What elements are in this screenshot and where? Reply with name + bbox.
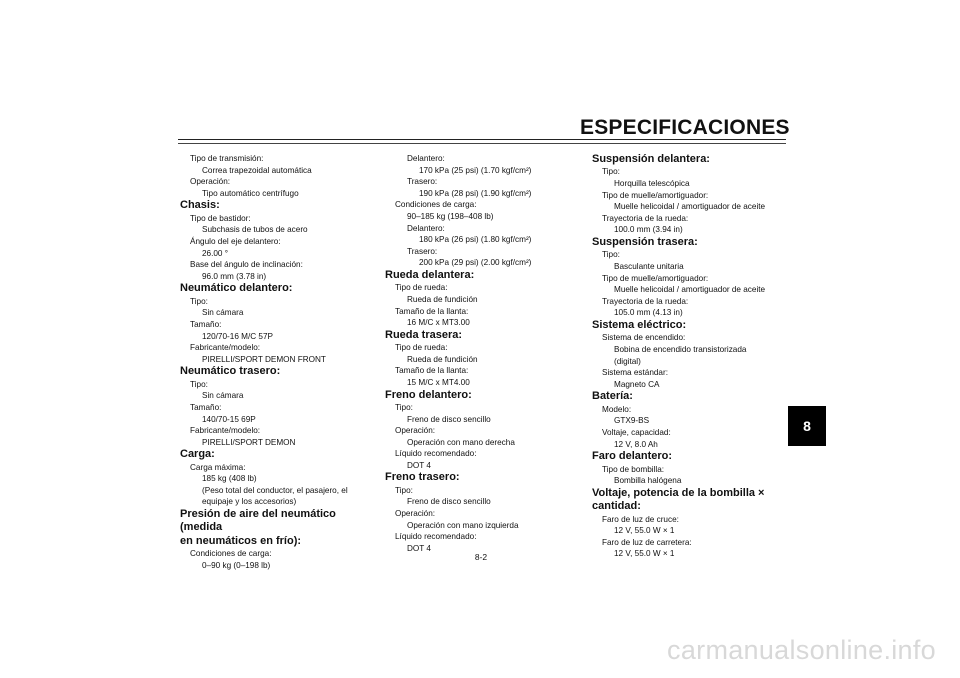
spec-value: 200 kPa (29 psi) (2.00 kgf/cm²) [419, 258, 532, 268]
spec-value: Delantero: [407, 223, 445, 233]
spec-value: Rueda de fundición [407, 354, 478, 364]
spec-value: Muelle helicoidal / amortiguador de aceite [614, 285, 766, 295]
spec-value: 0–90 kg (0–198 lb) [202, 560, 271, 570]
header-rule [178, 139, 786, 140]
spec-value: Sin cámara [202, 308, 244, 318]
spec-label: Tamaño de la llanta: [395, 366, 469, 376]
spec-label: Condiciones de carga: [190, 549, 272, 559]
spec-label: Sistema de encendido: [602, 333, 686, 343]
spec-value: (digital) [614, 356, 641, 366]
spec-value: Muelle helicoidal / amortiguador de aceite [614, 202, 766, 212]
spec-column-3 [592, 153, 784, 560]
section-heading: Presión de aire del neumático (medida [180, 508, 336, 534]
spec-value: 16 M/C x MT3.00 [407, 318, 470, 328]
spec-label: Tipo de muelle/amortiguador: [602, 273, 709, 283]
spec-label: Voltaje, capacidad: [602, 427, 671, 437]
section-heading: Neumático trasero: [180, 365, 281, 378]
spec-value: 96.0 mm (3.78 in) [202, 271, 267, 281]
section-heading: Freno delantero: [385, 388, 472, 401]
spec-value: PIRELLI/SPORT DEMON FRONT [202, 354, 326, 364]
spec-value: 12 V, 55.0 W × 1 [614, 526, 675, 536]
spec-column-2 [385, 153, 580, 554]
spec-value: 12 V, 55.0 W × 1 [614, 549, 675, 559]
spec-value: 15 M/C x MT4.00 [407, 377, 470, 387]
spec-label: Modelo: [602, 404, 632, 414]
spec-value: 180 kPa (26 psi) (1.80 kgf/cm²) [419, 235, 532, 245]
spec-value: PIRELLI/SPORT DEMON [202, 437, 296, 447]
spec-label: Tipo de bombilla: [602, 464, 665, 474]
spec-column-1 [180, 153, 376, 571]
spec-label: Base del ángulo de inclinación: [190, 260, 303, 270]
spec-label: Tipo: [190, 296, 208, 306]
spec-value: Operación con mano derecha [407, 437, 515, 447]
spec-label: Tipo de muelle/amortiguador: [602, 190, 709, 200]
spec-value: Basculante unitaria [614, 261, 684, 271]
spec-value: DOT 4 [407, 460, 431, 470]
spec-value: equipaje y los accesorios) [202, 497, 297, 507]
header-rule-thin [178, 143, 786, 144]
spec-value: GTX9-BS [614, 416, 650, 426]
spec-value: 170 kPa (25 psi) (1.70 kgf/cm²) [419, 165, 532, 175]
spec-label: Tipo: [190, 379, 208, 389]
spec-label: Líquido recomendado: [395, 532, 477, 542]
spec-value: Trasero: [407, 177, 438, 187]
spec-label: Condiciones de carga: [395, 200, 477, 210]
spec-label: Fabricante/modelo: [190, 343, 261, 353]
spec-value: 140/70-15 69P [202, 414, 256, 424]
section-heading: Freno trasero: [385, 471, 460, 484]
spec-value: Correa trapezoidal automática [202, 165, 312, 175]
spec-label: Operación: [395, 509, 436, 519]
spec-value: Rueda de fundición [407, 294, 478, 304]
spec-value: (Peso total del conductor, el pasajero, el [202, 485, 348, 495]
spec-label: Tipo de bastidor: [190, 213, 251, 223]
spec-value: Bombilla halógena [614, 476, 682, 486]
spec-value: 105.0 mm (4.13 in) [614, 308, 683, 318]
watermark: carmanualsonline.info [667, 635, 936, 665]
spec-label: Trayectoria de la rueda: [602, 213, 689, 223]
spec-label: Líquido recomendado: [395, 449, 477, 459]
section-heading: Carga: [180, 448, 215, 461]
spec-label: Tipo de rueda: [395, 343, 448, 353]
section-heading: Faro delantero: [592, 450, 673, 463]
spec-value: 100.0 mm (3.94 in) [614, 225, 683, 235]
spec-label: Tamaño de la llanta: [395, 306, 469, 316]
section-heading: en neumáticos en frío): [180, 534, 302, 547]
chapter-tab: 8 [788, 406, 826, 446]
section-heading: Rueda trasera: [385, 328, 463, 341]
spec-value: 12 V, 8.0 Ah [614, 439, 658, 449]
spec-label: Tamaño: [190, 319, 222, 329]
section-heading: Suspensión delantera: [592, 153, 710, 165]
spec-value: Horquilla telescópica [614, 179, 690, 188]
section-heading: Rueda delantera: [385, 268, 475, 281]
spec-value: Operación con mano izquierda [407, 520, 519, 530]
spec-label: Tipo de rueda: [395, 283, 448, 293]
spec-label: Faro de luz de carretera: [602, 537, 692, 547]
section-heading: Batería: [592, 390, 633, 403]
spec-label: Tipo: [602, 167, 620, 177]
spec-value: Trasero: [407, 246, 438, 256]
spec-value: Subchasis de tubos de acero [202, 225, 308, 235]
spec-label: Sistema estándar: [602, 368, 668, 378]
spec-label: Ángulo del eje delantero: [190, 236, 281, 246]
spec-label: Operación: [190, 177, 231, 187]
page-number: 8-2 [474, 552, 488, 562]
section-heading: Suspensión trasera: [592, 235, 698, 248]
spec-value: Sin cámara [202, 391, 244, 401]
spec-value: 190 kPa (28 psi) (1.90 kgf/cm²) [419, 188, 532, 198]
page-title: ESPECIFICACIONES [580, 116, 790, 139]
spec-label: Carga máxima: [190, 462, 246, 472]
spec-label: Faro de luz de cruce: [602, 514, 679, 524]
spec-label: Tipo: [395, 402, 413, 412]
spec-value: Freno de disco sencillo [407, 414, 491, 424]
spec-value: 120/70-16 M/C 57P [202, 331, 274, 341]
section-heading: Sistema eléctrico: [592, 318, 687, 331]
section-heading: Chasis: [180, 199, 220, 212]
spec-value: Magneto CA [614, 379, 660, 389]
section-heading: cantidad: [592, 500, 641, 513]
spec-value: Delantero: [407, 154, 445, 163]
spec-label: Trayectoria de la rueda: [602, 296, 689, 306]
spec-value: 90–185 kg (198–408 lb) [407, 211, 494, 221]
spec-label: Tipo de transmisión: [190, 154, 264, 163]
spec-value: Tipo automático centrífugo [202, 188, 299, 198]
spec-label: Tamaño: [190, 402, 222, 412]
spec-value: Freno de disco sencillo [407, 497, 491, 507]
spec-value: DOT 4 [407, 543, 431, 553]
spec-value: Bobina de encendido transistorizada [614, 344, 747, 354]
spec-value: 185 kg (408 lb) [202, 474, 257, 484]
spec-label: Tipo: [395, 485, 413, 495]
section-heading: Neumático delantero: [180, 282, 293, 295]
spec-label: Tipo: [602, 250, 620, 260]
spec-label: Fabricante/modelo: [190, 426, 261, 436]
spec-label: Operación: [395, 426, 436, 436]
section-heading: Voltaje, potencia de la bombilla × [592, 486, 765, 499]
spec-value: 26.00 ° [202, 248, 229, 258]
